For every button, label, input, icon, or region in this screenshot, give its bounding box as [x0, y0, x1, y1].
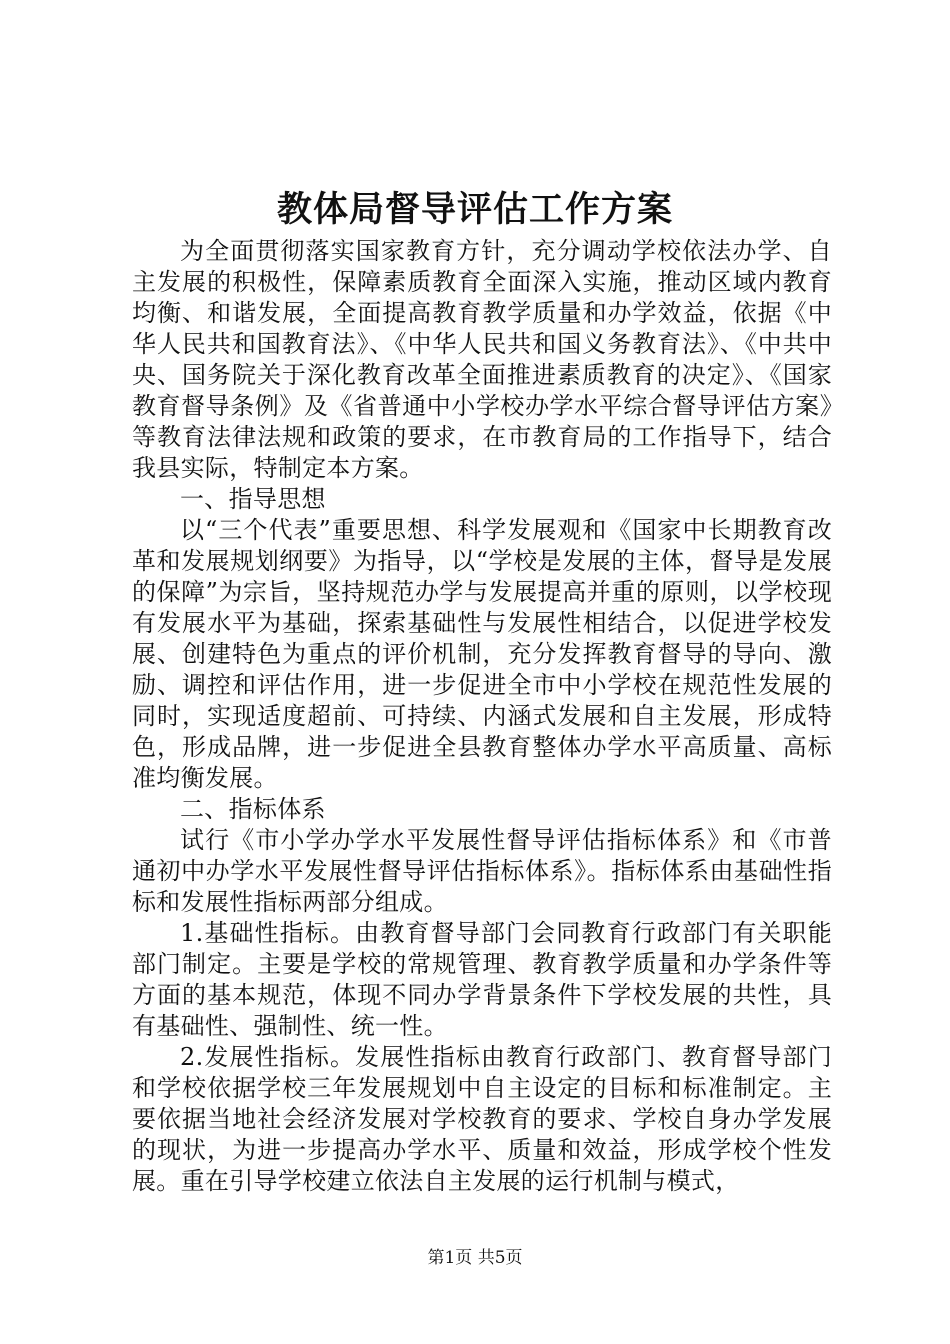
section-heading-guiding-ideology: 一、指导思想: [180, 485, 326, 513]
developmental-indicators-paragraph: 2.发展性指标。发展性指标由教育行政部门、教育督导部门和学校依据学校三年发展规划中自主设定的目标和标准制定。主要依据当地社会经济发展对学校教育的要求、学校自身办学发展的现状，为进一步提高办学水平、质量和效益，形成学校个性发展。重在引导学校建立依法自主发展的运行机制与模式，: [132, 1043, 832, 1195]
page-footer: 第1页 共5页: [427, 1248, 523, 1268]
basic-indicators-paragraph: 1.基础性指标。由教育督导部门会同教育行政部门有关职能部门制定。主要是学校的常规管理、教育教学质量和办学条件等方面的基本规范，体现不同办学背景条件下学校发展的共性，具有基础性、强制性、统一性。: [132, 919, 832, 1040]
intro-paragraph: 为全面贯彻落实国家教育方针，充分调动学校依法办学、自主发展的积极性，保障素质教育全面深入实施，推动区域内教育均衡、和谐发展，全面提高教育教学质量和办学效益，依据《中华人民共和国教育法》、《中华人民共和国义务教育法》、《中共中央、国务院关于深化教育改革全面推进素质教育的决定》、《国家教育督导条例》及《省普通中小学校办学水平综合督导评估方案》等教育法律法规和政策的要求，在市教育局的工作指导下，结合我县实际，特制定本方案。: [132, 237, 832, 482]
document-title: 教体局督导评估工作方案: [276, 190, 673, 230]
indicator-system-paragraph: 试行《市小学办学水平发展性督导评估指标体系》和《市普通初中办学水平发展性督导评估指标体系》。指标体系由基础性指标和发展性指标两部分组成。: [132, 826, 832, 916]
section-heading-indicator-system: 二、指标体系: [180, 795, 326, 823]
guiding-ideology-paragraph: 以“三个代表”重要思想、科学发展观和《国家中长期教育改革和发展规划纲要》为指导，以“学校是发展的主体，督导是发展的保障”为宗旨，坚持规范办学与发展提高并重的原则，以学校现有发展水平为基础，探索基础性与发展性相结合，以促进学校发展、创建特色为重点的评价机制，充分发挥教育督导的导向、激励、调控和评估作用，进一步促进全市中小学校在规范性发展的同时，实现适度超前、可持续、内涵式发展和自主发展，形成特色，形成品牌，进一步促进全县教育整体办学水平高质量、高标准均衡发展。: [132, 516, 832, 792]
document-body: [132, 236, 832, 1197]
